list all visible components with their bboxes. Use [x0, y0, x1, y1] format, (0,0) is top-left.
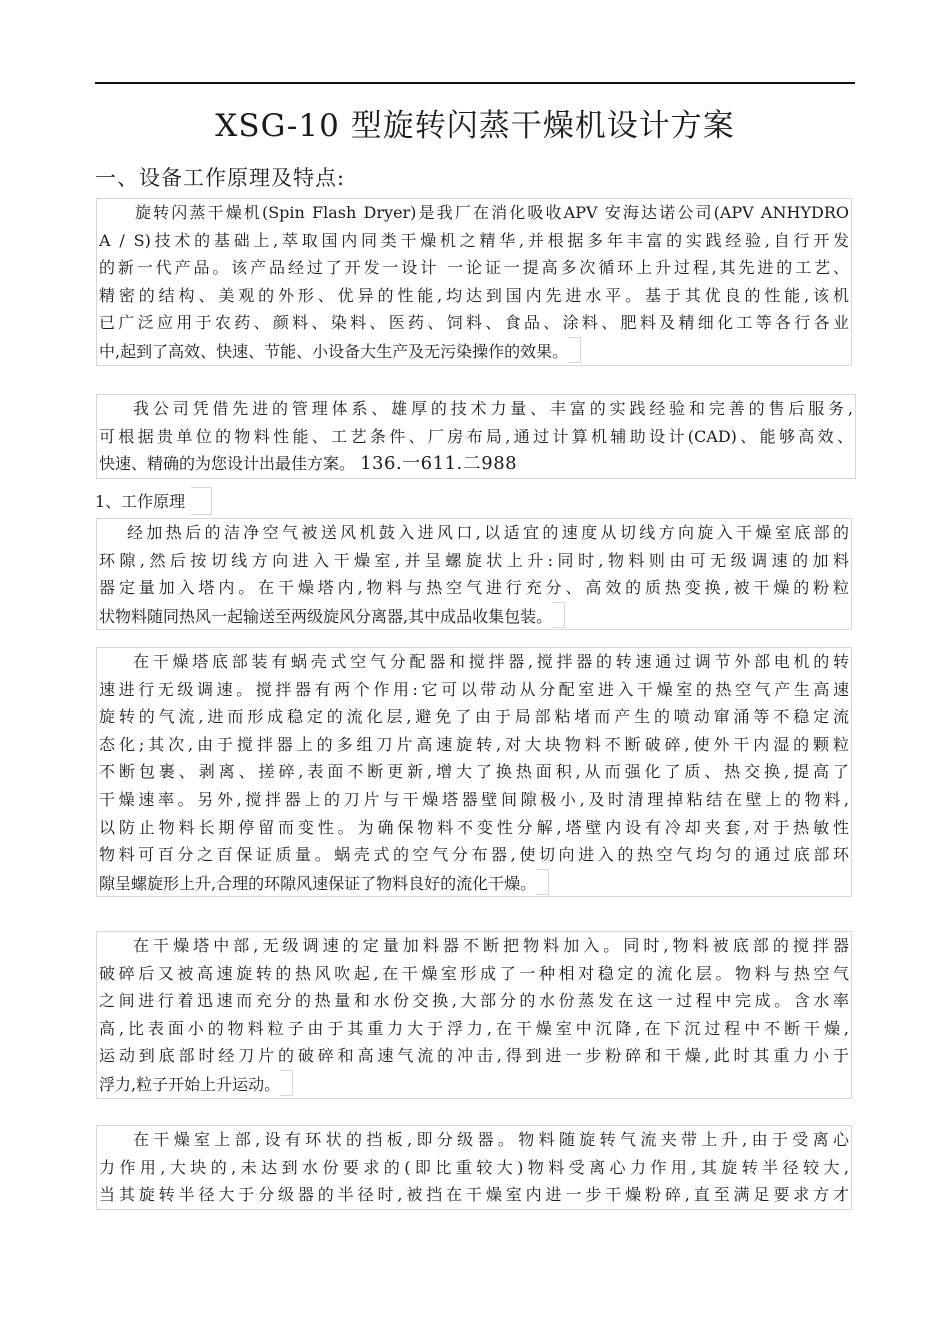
- p3-line-1: 在干燥塔中部,无级调速的定量加料器不断把物料加入。同时,物料被底部的搅拌器: [133, 936, 849, 955]
- p2-line-4: 态化;其次,由于搅拌器上的多组刀片高速旋转,对大块物料不断破碎,使外干内湿的颗粒: [99, 734, 849, 754]
- p1-line-1: 经加热后的洁净空气被送风机鼓入进风口,以适宜的速度从切线方向旋入干燥室底部的: [127, 523, 849, 542]
- p2-line-8: 物料可百分之百保证质量。蜗壳式的空气分布器,使切向进入的热空气均匀的通过底部环: [99, 845, 849, 865]
- principle-paragraph-4: [96, 1125, 852, 1210]
- p2-line-2: 速进行无级调速。搅拌器有两个作用:它可以带动从分配室进入干燥室的热空气产生高速: [99, 679, 849, 699]
- company-line-2: 可根据贵单位的物料性能、工艺条件、厂房布局,通过计算机辅助设计(CAD)、能够高效、: [99, 426, 853, 446]
- p2-line-1: 在干燥塔底部装有蜗壳式空气分配器和搅拌器,搅拌器的转速通过调节外部电机的转: [133, 652, 849, 671]
- document-title: XSG-10 型旋转闪蒸干燥机设计方案: [215, 108, 735, 144]
- p1-line-2: 环隙,然后按切线方向进入干燥室,并呈螺旋状上升:同时,物料则由可无级调速的加料: [99, 550, 849, 570]
- principle-paragraph-3: [96, 931, 852, 1099]
- p4-line-2: 力作用,大块的,未达到水份要求的(即比重较大)物料受离心力作用,其旋转半径较大,: [99, 1157, 849, 1177]
- principle-paragraph-2: [96, 647, 852, 897]
- intro-paragraph: [96, 198, 852, 366]
- intro-line-2: A / S)技术的基础上,萃取国内同类干燥机之精华,并根据多年丰富的实践经验,自行开发: [99, 230, 849, 250]
- p2-line-9: 隙呈螺旋形上升,合理的环隙风速保证了物料良好的流化干燥。: [99, 869, 849, 897]
- intro-line-5: 已广泛应用于农药、颜料、染料、医药、饲料、食品、涂料、肥料及精细化工等各行各业: [99, 313, 849, 333]
- p4-line-1: 在干燥室上部,设有环状的挡板,即分级器。物料随旋转气流夹带上升,由于受离心: [133, 1130, 849, 1149]
- company-line-1: 我公司凭借先进的管理体系、雄厚的技术力量、丰富的实践经验和完善的售后服务,: [133, 399, 853, 418]
- p1-line-3: 器定量加入塔内。在干燥塔内,物料与热空气进行充分、高效的质热变换,被干燥的粉粒: [99, 578, 849, 598]
- p2-line-7: 以防止物料长期停留而变性。为确保物料不变性分解,塔壁内设有冷却夹套,对于热敏性: [99, 817, 849, 837]
- p1-line-4: 状物料随同热风一起输送至两级旋风分离器,其中成品收集包装。: [99, 602, 849, 630]
- principle-paragraph-1: [96, 518, 852, 630]
- p4-line-3: 当其旋转半径大于分级器的半径时,被挡在干燥室内进一步干燥粉碎,直至满足要求方才: [99, 1185, 849, 1205]
- intro-line-6: 中,起到了高效、快速、节能、小设备大生产及无污染操作的效果。: [99, 337, 849, 365]
- p3-line-2: 破碎后又被高速旋转的热风吹起,在干燥室形成了一种相对稳定的流化层。物料与热空气: [99, 963, 849, 983]
- p2-line-5: 不断包裹、剥离、搓碎,表面不断更新,增大了换热面积,从而强化了质、热交换,提高了: [99, 762, 849, 782]
- p3-line-5: 运动到底部时经刀片的破碎和高速气流的冲击,得到进一步粉碎和干燥,此时其重力小于: [99, 1046, 849, 1066]
- company-paragraph: [96, 394, 856, 479]
- intro-line-3: 的新一代产品。该产品经过了开发一设计 一论证一提高多次循环上升过程,其先进的工艺、: [99, 258, 849, 278]
- header-rule: [95, 82, 855, 84]
- phone-number: 136.一611.二988: [360, 453, 518, 475]
- subheading-working-principle: 1、工作原理: [95, 487, 212, 516]
- p2-line-3: 旋转的气流,进而形成稳定的流化层,避免了由于局部粘堵而产生的喷动窜涌等不稳定流: [99, 707, 849, 727]
- intro-line-4: 精密的结构、美观的外形、优异的性能,均达到国内先进水平。基于其优良的性能,该机: [99, 285, 849, 305]
- section-heading-1: 一、设备工作原理及特点:: [95, 166, 346, 190]
- p3-line-3: 之间进行着迅速而充分的热量和水份交换,大部分的水份蒸发在这一过程中完成。含水率: [99, 991, 849, 1011]
- p2-line-6: 干燥速率。另外,搅拌器上的刀片与干燥塔器壁间隙极小,及时清理掉粘结在壁上的物料,: [99, 789, 849, 809]
- p3-line-6: 浮力,粒子开始上升运动。: [99, 1070, 849, 1098]
- intro-line-1: 旋转闪蒸干燥机(Spin Flash Dryer)是我厂在消化吸收APV 安海达诺公司(APV ANHYDRO: [135, 203, 849, 222]
- company-line-3: 快速、精确的为您设计出最佳方案。 136.一611.二988: [99, 453, 518, 475]
- p3-line-4: 高,比表面小的物料粒子由于其重力大于浮力,在干燥室中沉降,在下沉过程中不断干燥,: [99, 1018, 849, 1038]
